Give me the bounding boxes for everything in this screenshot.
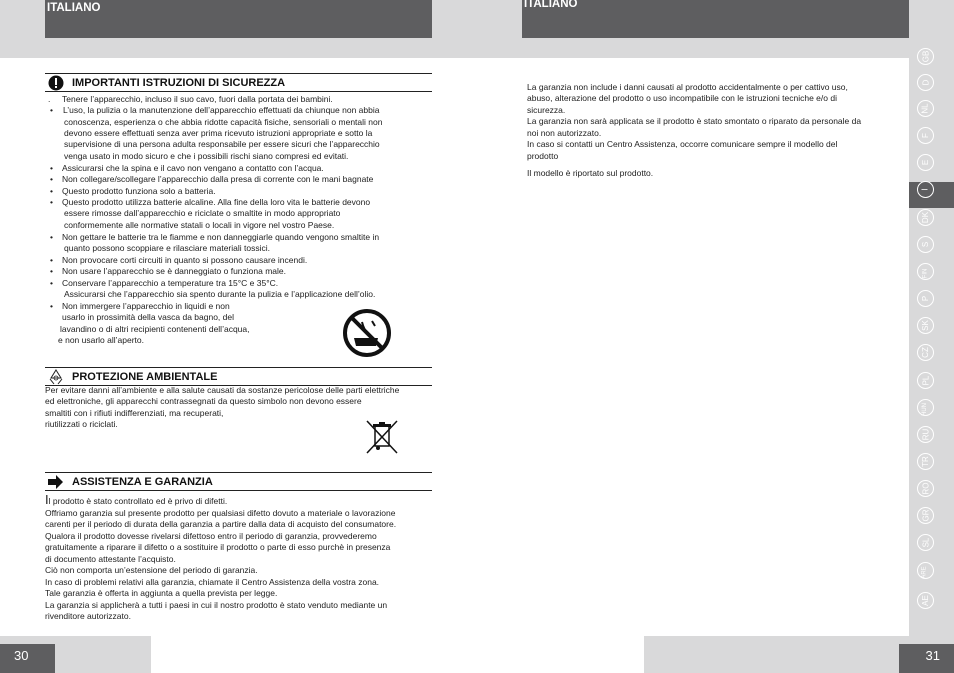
bullet-marker: . — [48, 94, 51, 104]
right-page-line: noi non autorizzato. — [527, 128, 602, 138]
safety-line: e non usarlo all’aperto. — [58, 335, 145, 345]
safety-line: Non provocare corti circuiti in quanto si possono causare incendi. — [62, 255, 308, 265]
language-tab-ru[interactable]: RU — [917, 426, 934, 443]
safety-line: Non collegare/scollegare l’apparecchio dalla presa di corrente con le mani bagnate — [62, 174, 374, 184]
bullet-marker: • — [50, 197, 53, 207]
bullet-marker: • — [50, 174, 53, 184]
safety-line: Non gettare le batterie tra le fiamme e non danneggiarle quando vengono smaltite in — [62, 232, 380, 242]
language-tab-f[interactable]: F — [917, 127, 934, 144]
warranty-line: gratuitamente a riparare il difetto o a sostituire il prodotto o parte di esso purchè in presenza — [45, 542, 391, 552]
warranty-line: carenti per il periodo di durata della garanzia a partire dalla data di acquisto del consumatore. — [45, 519, 397, 529]
language-tab-p[interactable]: P — [917, 290, 934, 307]
warranty-first-line: Il prodotto è stato controllato ed è privo di difetti. — [45, 492, 228, 507]
safety-line: quanto possono scoppiare e rilasciare materiali tossici. — [64, 243, 270, 253]
warranty-line: Ciò non comporta un’estensione del periodo di garanzia. — [45, 565, 258, 575]
warranty-line: Offriamo garanzia sul presente prodotto per qualsiasi difetto dovuto a materiale o lavorazione — [45, 508, 396, 518]
safety-line: Assicurarsi che la spina e il cavo non vengano a contatto con l’acqua. — [62, 163, 324, 173]
drop-cap: I — [45, 492, 49, 507]
right-page-header — [522, 0, 909, 38]
safety-line: Assicurarsi che l’apparecchio sia spento durante la pulizia e l’applicazione dell’olio. — [64, 289, 376, 299]
right-page-line: Il modello è riportato sul prodotto. — [527, 168, 654, 178]
left-header-title: ITALIANO — [47, 2, 101, 14]
language-tab-e[interactable]: E — [917, 154, 934, 171]
safety-line: supervisione di una persona adulta responsabile per essere sicuri che l’apparecchio — [64, 139, 380, 149]
left-page-number: 30 — [0, 644, 55, 673]
language-tab-ro[interactable]: RO — [917, 480, 934, 497]
right-page-line: In caso si contatti un Centro Assistenza, occorre comunicare sempre il modello del — [527, 139, 838, 149]
language-tab-fin[interactable]: FIN — [917, 263, 934, 280]
environment-heading — [45, 367, 432, 386]
language-tab-cz[interactable]: CZ — [917, 344, 934, 361]
language-tab-dk[interactable]: DK — [917, 209, 934, 226]
bullet-marker: • — [50, 301, 53, 311]
safety-heading — [45, 73, 432, 92]
language-tab-gr[interactable]: GR — [917, 507, 934, 524]
safety-line: Conservare l’apparecchio a temperature tra 15°C e 35°C. — [62, 278, 279, 288]
language-tab-d[interactable]: D — [917, 74, 934, 91]
arrow-right-icon — [47, 474, 65, 490]
right-page-line: La garanzia non sarà applicata se il prodotto è stato smontato o riparato da personale da — [527, 116, 862, 126]
language-tab-hun[interactable]: HUN — [917, 399, 934, 416]
right-page-line: La garanzia non include i danni causati al prodotto accidentalmente o per cattivo uso, — [527, 82, 848, 92]
bullet-marker: • — [50, 266, 53, 276]
safety-line: Non usare l’apparecchio se è danneggiato o funziona male. — [62, 266, 286, 276]
right-page-line: prodotto — [527, 151, 559, 161]
environment-line: Per evitare danni all’ambiente e alla salute causati da sostanze pericolose delle parti elettriche — [45, 385, 400, 395]
right-page-line: sicurezza. — [527, 105, 566, 115]
language-tab-pl[interactable]: PL — [917, 372, 934, 389]
environment-line: riutilizzati o riciclati. — [45, 419, 118, 429]
environment-title: PROTEZIONE AMBIENTALE — [72, 371, 218, 383]
environment-line: ed elettroniche, gli apparecchi contrassegnati da questo simbolo non devono essere — [45, 396, 362, 406]
language-tab-are[interactable]: ARE — [917, 562, 934, 579]
language-tab-s[interactable]: S — [917, 236, 934, 253]
bullet-marker: • — [50, 278, 53, 288]
bullet-marker: • — [50, 163, 53, 173]
safety-line: venga usato in modo sicuro e che i possibili rischi siano compresi ed evitati. — [64, 151, 349, 161]
safety-line: Questo prodotto funziona solo a batteria. — [62, 186, 216, 196]
warranty-line: La garanzia si applicherà a tutti i paesi in cui il nostro prodotto è stato venduto mediante un — [45, 600, 388, 610]
bullet-marker: • — [50, 232, 53, 242]
warranty-line: di documento attestante l’acquisto. — [45, 554, 176, 564]
bottom-page-area — [151, 636, 644, 673]
language-tab-sl[interactable]: SL — [917, 534, 934, 551]
warranty-line: Tale garanzia è offerta in aggiunta a quella prevista per legge. — [45, 588, 278, 598]
safety-line: conformemente alle normative statali o locali in vigore nel vostro Paese. — [64, 220, 335, 230]
warranty-title: ASSISTENZA E GARANZIA — [72, 476, 213, 488]
warranty-line: rivenditore autorizzato. — [45, 611, 131, 621]
left-page-header — [45, 0, 432, 38]
safety-title: IMPORTANTI ISTRUZIONI DI SICUREZZA — [72, 77, 286, 89]
language-tab-ae[interactable]: AE — [917, 592, 934, 609]
right-page-line: abuso, alterazione del prodotto o uso incompatibile con le istruzioni tecniche e/o di — [527, 93, 837, 103]
environment-line: smaltiti con i rifiuti indifferenziati, ma recuperati, — [45, 408, 224, 418]
warning-icon — [47, 75, 65, 91]
bullet-marker: • — [50, 255, 53, 265]
safety-line: essere rimosse dall’apparecchio e riciclate o smaltite in modo appropriato — [64, 208, 341, 218]
language-tab-i[interactable]: I — [917, 181, 934, 198]
language-tab-tr[interactable]: TR — [917, 453, 934, 470]
safety-line: lavandino o di altri recipienti contenenti dell’acqua, — [60, 324, 250, 334]
language-tab-sk[interactable]: SK — [917, 317, 934, 334]
safety-line: Tenere l’apparecchio, incluso il suo cavo, fuori dalla portata dei bambini. — [62, 94, 333, 104]
language-tab-gb[interactable]: GB — [917, 48, 934, 65]
recycle-icon — [47, 369, 65, 385]
weee-bin-icon — [364, 418, 400, 456]
warranty-heading — [45, 472, 432, 491]
language-tab-nl[interactable]: NL — [917, 100, 934, 117]
warranty-line: In caso di problemi relativi alla garanzia, chiamate il Centro Assistenza della vostra zona. — [45, 577, 380, 587]
safety-line: conoscenza, esperienza o che abbia ridotte capacità fisiche, sensoriali o mentali non — [64, 117, 383, 127]
bullet-marker: • — [50, 105, 53, 115]
bullet-marker: • — [50, 186, 53, 196]
safety-line: L’uso, la pulizia o la manutenzione dell’apparecchio effettuati da chiunque non abbia — [63, 105, 380, 115]
safety-line: Questo prodotto utilizza batterie alcaline. Alla fine della loro vita le batterie devono — [62, 197, 371, 207]
safety-line: usarlo in prossimità della vasca da bagno, del — [62, 312, 234, 322]
right-header-title: ITALIANO — [524, 0, 578, 10]
no-water-icon — [342, 308, 392, 358]
warranty-line: Qualora il prodotto dovesse rivelarsi difettoso entro il periodo di garanzia, provvederemo — [45, 531, 377, 541]
safety-line: Non immergere l’apparecchio in liquidi e non — [62, 301, 230, 311]
right-page-number: 31 — [899, 644, 954, 673]
safety-line: devono essere effettuati senza aver prima ricevuto istruzioni appropriate e sotto la — [64, 128, 373, 138]
